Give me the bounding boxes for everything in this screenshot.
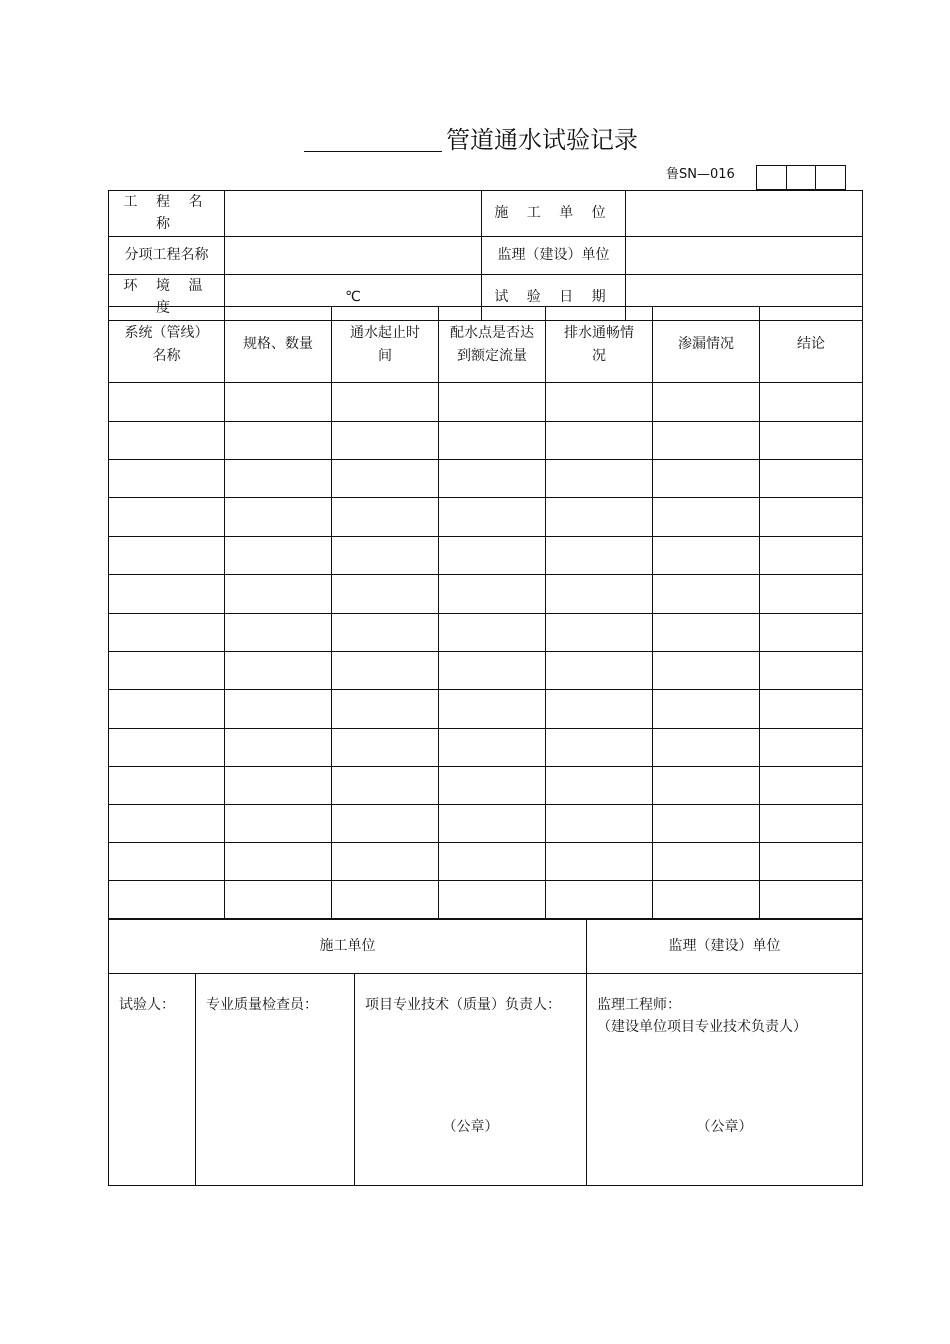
table-cell[interactable] bbox=[225, 881, 332, 919]
contractor-section-header: 施工单位 bbox=[109, 920, 587, 974]
table-cell[interactable] bbox=[225, 805, 332, 843]
table-cell[interactable] bbox=[225, 690, 332, 729]
table-cell[interactable] bbox=[653, 498, 760, 537]
table-cell[interactable] bbox=[760, 614, 863, 652]
table-cell[interactable] bbox=[546, 422, 653, 460]
table-cell[interactable] bbox=[225, 652, 332, 690]
info-table bbox=[108, 190, 863, 321]
table-cell[interactable] bbox=[109, 843, 225, 881]
table-cell[interactable] bbox=[439, 460, 546, 498]
table-cell[interactable] bbox=[439, 383, 546, 422]
table-cell[interactable] bbox=[760, 498, 863, 537]
table-cell[interactable] bbox=[332, 575, 439, 614]
temp-unit: ℃ bbox=[345, 288, 361, 305]
table-cell[interactable] bbox=[332, 767, 439, 805]
table-cell[interactable] bbox=[225, 729, 332, 767]
quality-inspector-cell[interactable] bbox=[196, 974, 355, 1186]
table-cell[interactable] bbox=[109, 805, 225, 843]
tech-lead-cell[interactable] bbox=[355, 974, 587, 1186]
table-cell[interactable] bbox=[439, 652, 546, 690]
form-code: 鲁SN—016 bbox=[666, 167, 735, 182]
col-header-drain: 排水通畅情况 bbox=[546, 307, 653, 383]
table-cell[interactable] bbox=[653, 729, 760, 767]
table-cell[interactable] bbox=[332, 460, 439, 498]
col-header-leak: 渗漏情况 bbox=[653, 307, 760, 383]
table-row bbox=[109, 843, 863, 881]
table-cell[interactable] bbox=[760, 690, 863, 729]
table-cell[interactable] bbox=[546, 690, 653, 729]
table-cell[interactable] bbox=[546, 729, 653, 767]
table-cell[interactable] bbox=[546, 498, 653, 537]
table-cell[interactable] bbox=[653, 614, 760, 652]
table-cell[interactable] bbox=[760, 422, 863, 460]
table-cell[interactable] bbox=[653, 881, 760, 919]
table-cell[interactable] bbox=[109, 460, 225, 498]
table-row bbox=[109, 383, 863, 422]
project-name-field[interactable] bbox=[225, 191, 482, 237]
table-cell[interactable] bbox=[332, 690, 439, 729]
table-cell[interactable] bbox=[332, 422, 439, 460]
table-cell[interactable] bbox=[439, 881, 546, 919]
table-cell[interactable] bbox=[653, 652, 760, 690]
table-row bbox=[109, 537, 863, 575]
table-row bbox=[109, 498, 863, 537]
table-cell[interactable] bbox=[332, 614, 439, 652]
table-cell[interactable] bbox=[546, 383, 653, 422]
table-cell[interactable] bbox=[760, 729, 863, 767]
title-area bbox=[300, 124, 700, 158]
title-blank-line[interactable] bbox=[304, 124, 442, 152]
table-cell[interactable] bbox=[109, 537, 225, 575]
table-row bbox=[109, 652, 863, 690]
table-cell[interactable] bbox=[439, 498, 546, 537]
table-row bbox=[109, 614, 863, 652]
col-header-flow: 配水点是否达到额定流量 bbox=[439, 307, 546, 383]
table-cell[interactable] bbox=[225, 422, 332, 460]
table-cell[interactable] bbox=[439, 422, 546, 460]
table-cell[interactable] bbox=[332, 537, 439, 575]
table-row bbox=[109, 729, 863, 767]
table-cell[interactable] bbox=[109, 881, 225, 919]
table-cell[interactable] bbox=[439, 575, 546, 614]
table-cell[interactable] bbox=[546, 767, 653, 805]
table-cell[interactable] bbox=[760, 460, 863, 498]
env-temp-label: 环 境 温 度 bbox=[109, 274, 225, 320]
table-cell[interactable] bbox=[653, 383, 760, 422]
seal-right: （公章） bbox=[696, 1118, 753, 1135]
table-cell[interactable] bbox=[439, 537, 546, 575]
table-cell[interactable] bbox=[653, 767, 760, 805]
table-cell[interactable] bbox=[332, 843, 439, 881]
table-cell[interactable] bbox=[109, 767, 225, 805]
table-cell[interactable] bbox=[225, 614, 332, 652]
table-row bbox=[109, 805, 863, 843]
supervisor-section-header: 监理（建设）单位 bbox=[587, 920, 863, 974]
table-cell[interactable] bbox=[760, 575, 863, 614]
table-cell[interactable] bbox=[332, 881, 439, 919]
table-cell[interactable] bbox=[109, 652, 225, 690]
table-cell[interactable] bbox=[332, 383, 439, 422]
table-cell[interactable] bbox=[546, 537, 653, 575]
table-cell[interactable] bbox=[653, 537, 760, 575]
table-cell[interactable] bbox=[546, 805, 653, 843]
project-name-label: 工 程 名 称 bbox=[109, 191, 225, 237]
tester-cell[interactable] bbox=[109, 974, 196, 1186]
table-cell[interactable] bbox=[546, 843, 653, 881]
table-cell[interactable] bbox=[760, 805, 863, 843]
table-cell[interactable] bbox=[439, 805, 546, 843]
table-cell[interactable] bbox=[760, 843, 863, 881]
seal-left: （公章） bbox=[442, 1118, 499, 1135]
test-table bbox=[108, 306, 863, 919]
table-cell[interactable] bbox=[653, 575, 760, 614]
table-cell[interactable] bbox=[546, 614, 653, 652]
table-cell[interactable] bbox=[546, 575, 653, 614]
table-cell[interactable] bbox=[439, 729, 546, 767]
supervisor-engineer-cell[interactable] bbox=[587, 974, 863, 1186]
table-row bbox=[109, 767, 863, 805]
signature-table bbox=[108, 919, 863, 1186]
test-date-label: 试 验 日 期 bbox=[482, 274, 626, 320]
table-cell[interactable] bbox=[760, 652, 863, 690]
table-cell[interactable] bbox=[225, 537, 332, 575]
table-cell[interactable] bbox=[225, 575, 332, 614]
table-cell[interactable] bbox=[653, 805, 760, 843]
table-cell[interactable] bbox=[653, 690, 760, 729]
table-row bbox=[109, 460, 863, 498]
supervisor-field[interactable] bbox=[626, 236, 863, 274]
supervisor-note: （建设单位项目专业技术负责人） bbox=[597, 1019, 807, 1036]
table-cell[interactable] bbox=[760, 881, 863, 919]
table-cell[interactable] bbox=[546, 652, 653, 690]
table-cell[interactable] bbox=[332, 498, 439, 537]
table-cell[interactable] bbox=[332, 652, 439, 690]
table-cell[interactable] bbox=[109, 383, 225, 422]
table-row bbox=[109, 575, 863, 614]
table-cell[interactable] bbox=[760, 383, 863, 422]
table-row bbox=[109, 881, 863, 919]
table-cell[interactable] bbox=[653, 843, 760, 881]
test-table-body bbox=[109, 383, 863, 919]
table-cell[interactable] bbox=[109, 575, 225, 614]
table-row bbox=[109, 690, 863, 729]
table-cell[interactable] bbox=[332, 729, 439, 767]
table-cell[interactable] bbox=[225, 498, 332, 537]
supervisor-engineer-label: 监理工程师： bbox=[597, 997, 681, 1013]
table-cell[interactable] bbox=[653, 422, 760, 460]
contractor-field[interactable] bbox=[626, 191, 863, 237]
table-cell[interactable] bbox=[439, 843, 546, 881]
table-cell[interactable] bbox=[225, 383, 332, 422]
table-cell[interactable] bbox=[332, 805, 439, 843]
tester-label: 试验人： bbox=[119, 997, 175, 1013]
contractor-label: 施 工 单 位 bbox=[482, 191, 626, 237]
table-cell[interactable] bbox=[760, 537, 863, 575]
page-title: 管道通水试验记录 bbox=[446, 126, 638, 154]
table-cell[interactable] bbox=[109, 498, 225, 537]
table-cell[interactable] bbox=[546, 881, 653, 919]
table-cell[interactable] bbox=[109, 690, 225, 729]
col-header-conclusion: 结论 bbox=[760, 307, 863, 383]
table-cell[interactable] bbox=[439, 767, 546, 805]
tech-lead-label: 项目专业技术（质量）负责人： bbox=[365, 997, 561, 1013]
table-cell[interactable] bbox=[109, 614, 225, 652]
table-cell[interactable] bbox=[225, 767, 332, 805]
table-cell[interactable] bbox=[653, 460, 760, 498]
table-cell[interactable] bbox=[546, 460, 653, 498]
quality-inspector-label: 专业质量检查员： bbox=[206, 997, 318, 1013]
table-cell[interactable] bbox=[225, 843, 332, 881]
subproject-field[interactable] bbox=[225, 236, 482, 274]
form-number-boxes[interactable] bbox=[756, 165, 846, 190]
col-header-spec: 规格、数量 bbox=[225, 307, 332, 383]
table-cell[interactable] bbox=[439, 614, 546, 652]
table-cell[interactable] bbox=[760, 767, 863, 805]
table-cell[interactable] bbox=[109, 422, 225, 460]
col-header-system: 系统（管线）名称 bbox=[109, 307, 225, 383]
table-cell[interactable] bbox=[109, 729, 225, 767]
supervisor-label: 监理（建设）单位 bbox=[482, 236, 626, 274]
table-cell[interactable] bbox=[225, 460, 332, 498]
subproject-label: 分项工程名称 bbox=[109, 236, 225, 274]
table-cell[interactable] bbox=[439, 690, 546, 729]
table-row bbox=[109, 422, 863, 460]
col-header-time: 通水起止时间 bbox=[332, 307, 439, 383]
